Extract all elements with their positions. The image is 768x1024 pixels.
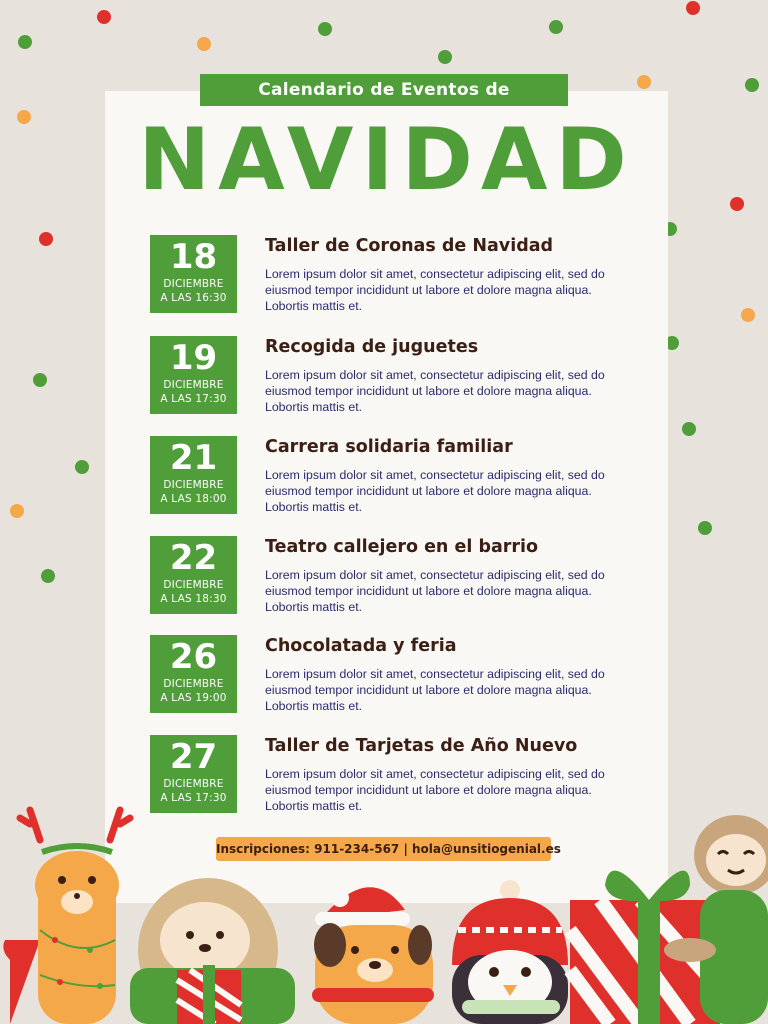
event-day: 22 bbox=[169, 538, 218, 578]
confetti-dot bbox=[39, 232, 53, 246]
event-day: 21 bbox=[169, 438, 218, 478]
confetti-dot bbox=[741, 308, 755, 322]
dog-icon bbox=[312, 887, 434, 1024]
confetti-dot bbox=[637, 75, 651, 89]
date-badge bbox=[150, 336, 237, 414]
event-title: Chocolatada y feria bbox=[265, 636, 457, 656]
confetti-dot bbox=[75, 460, 89, 474]
event-time: A LAS 17:30 bbox=[160, 792, 227, 804]
llama-icon bbox=[3, 810, 130, 1024]
event-title: Taller de Coronas de Navidad bbox=[265, 236, 554, 256]
confetti-dot bbox=[438, 50, 452, 64]
event-description: Lorem ipsum dolor sit amet, consectetur adipiscing elit, sed do eiusmod tempor incididunt ut labore et dolore magna aliqua. Lobortis mattis et. bbox=[265, 267, 605, 313]
event-item bbox=[150, 336, 620, 418]
event-month: DICIEMBRE bbox=[163, 379, 224, 391]
event-day: 19 bbox=[169, 338, 218, 378]
date-badge bbox=[150, 536, 237, 614]
event-time: A LAS 16:30 bbox=[160, 292, 227, 304]
confetti-dot bbox=[18, 35, 32, 49]
event-item bbox=[150, 436, 620, 518]
event-item bbox=[150, 536, 620, 618]
contact-badge: Inscripciones: 911-234-567 | hola@unsitiogenial.es bbox=[216, 837, 551, 861]
event-month: DICIEMBRE bbox=[163, 579, 224, 591]
hedgehog-icon bbox=[130, 878, 295, 1024]
event-item bbox=[150, 635, 620, 717]
event-month: DICIEMBRE bbox=[163, 678, 224, 690]
event-day: 26 bbox=[169, 637, 218, 677]
confetti-dot bbox=[682, 422, 696, 436]
confetti-dot bbox=[549, 20, 563, 34]
subtitle-banner: Calendario de Eventos de bbox=[200, 74, 568, 106]
confetti-dot bbox=[318, 22, 332, 36]
date-badge bbox=[150, 436, 237, 514]
event-description: Lorem ipsum dolor sit amet, consectetur adipiscing elit, sed do eiusmod tempor incididunt ut labore et dolore magna aliqua. Lobortis mattis et. bbox=[265, 568, 605, 614]
christmas-characters-illustration bbox=[0, 790, 768, 1024]
confetti-dot bbox=[10, 504, 24, 518]
event-title: Teatro callejero en el barrio bbox=[265, 537, 539, 557]
event-month: DICIEMBRE bbox=[163, 479, 224, 491]
event-description: Lorem ipsum dolor sit amet, consectetur adipiscing elit, sed do eiusmod tempor incididunt ut labore et dolore magna aliqua. Lobortis mattis et. bbox=[265, 468, 605, 514]
sloth-icon bbox=[570, 815, 768, 1024]
date-badge bbox=[150, 235, 237, 313]
event-day: 18 bbox=[169, 237, 218, 277]
event-description: Lorem ipsum dolor sit amet, consectetur adipiscing elit, sed do eiusmod tempor incididunt ut labore et dolore magna aliqua. Lobortis mattis et. bbox=[265, 368, 605, 414]
page-title: NAVIDAD bbox=[138, 110, 635, 210]
confetti-dot bbox=[41, 569, 55, 583]
penguin-icon bbox=[452, 880, 568, 1024]
confetti-dot bbox=[197, 37, 211, 51]
confetti-dot bbox=[745, 78, 759, 92]
date-badge bbox=[150, 635, 237, 713]
event-time: A LAS 19:00 bbox=[160, 692, 227, 704]
confetti-dot bbox=[698, 521, 712, 535]
event-day: 27 bbox=[169, 737, 218, 777]
event-time: A LAS 17:30 bbox=[160, 393, 227, 405]
event-description: Lorem ipsum dolor sit amet, consectetur adipiscing elit, sed do eiusmod tempor incididunt ut labore et dolore magna aliqua. Lobortis mattis et. bbox=[265, 767, 605, 813]
confetti-dot bbox=[17, 110, 31, 124]
event-title: Recogida de juguetes bbox=[265, 337, 479, 357]
confetti-dot bbox=[33, 373, 47, 387]
event-item bbox=[150, 235, 620, 317]
event-time: A LAS 18:30 bbox=[160, 593, 227, 605]
event-title: Carrera solidaria familiar bbox=[265, 437, 513, 457]
confetti-dot bbox=[97, 10, 111, 24]
event-title: Taller de Tarjetas de Año Nuevo bbox=[265, 736, 578, 756]
confetti-dot bbox=[730, 197, 744, 211]
event-month: DICIEMBRE bbox=[163, 778, 224, 790]
event-month: DICIEMBRE bbox=[163, 278, 224, 290]
event-description: Lorem ipsum dolor sit amet, consectetur adipiscing elit, sed do eiusmod tempor incididunt ut labore et dolore magna aliqua. Lobortis mattis et. bbox=[265, 667, 605, 713]
confetti-dot bbox=[686, 1, 700, 15]
event-time: A LAS 18:00 bbox=[160, 493, 227, 505]
